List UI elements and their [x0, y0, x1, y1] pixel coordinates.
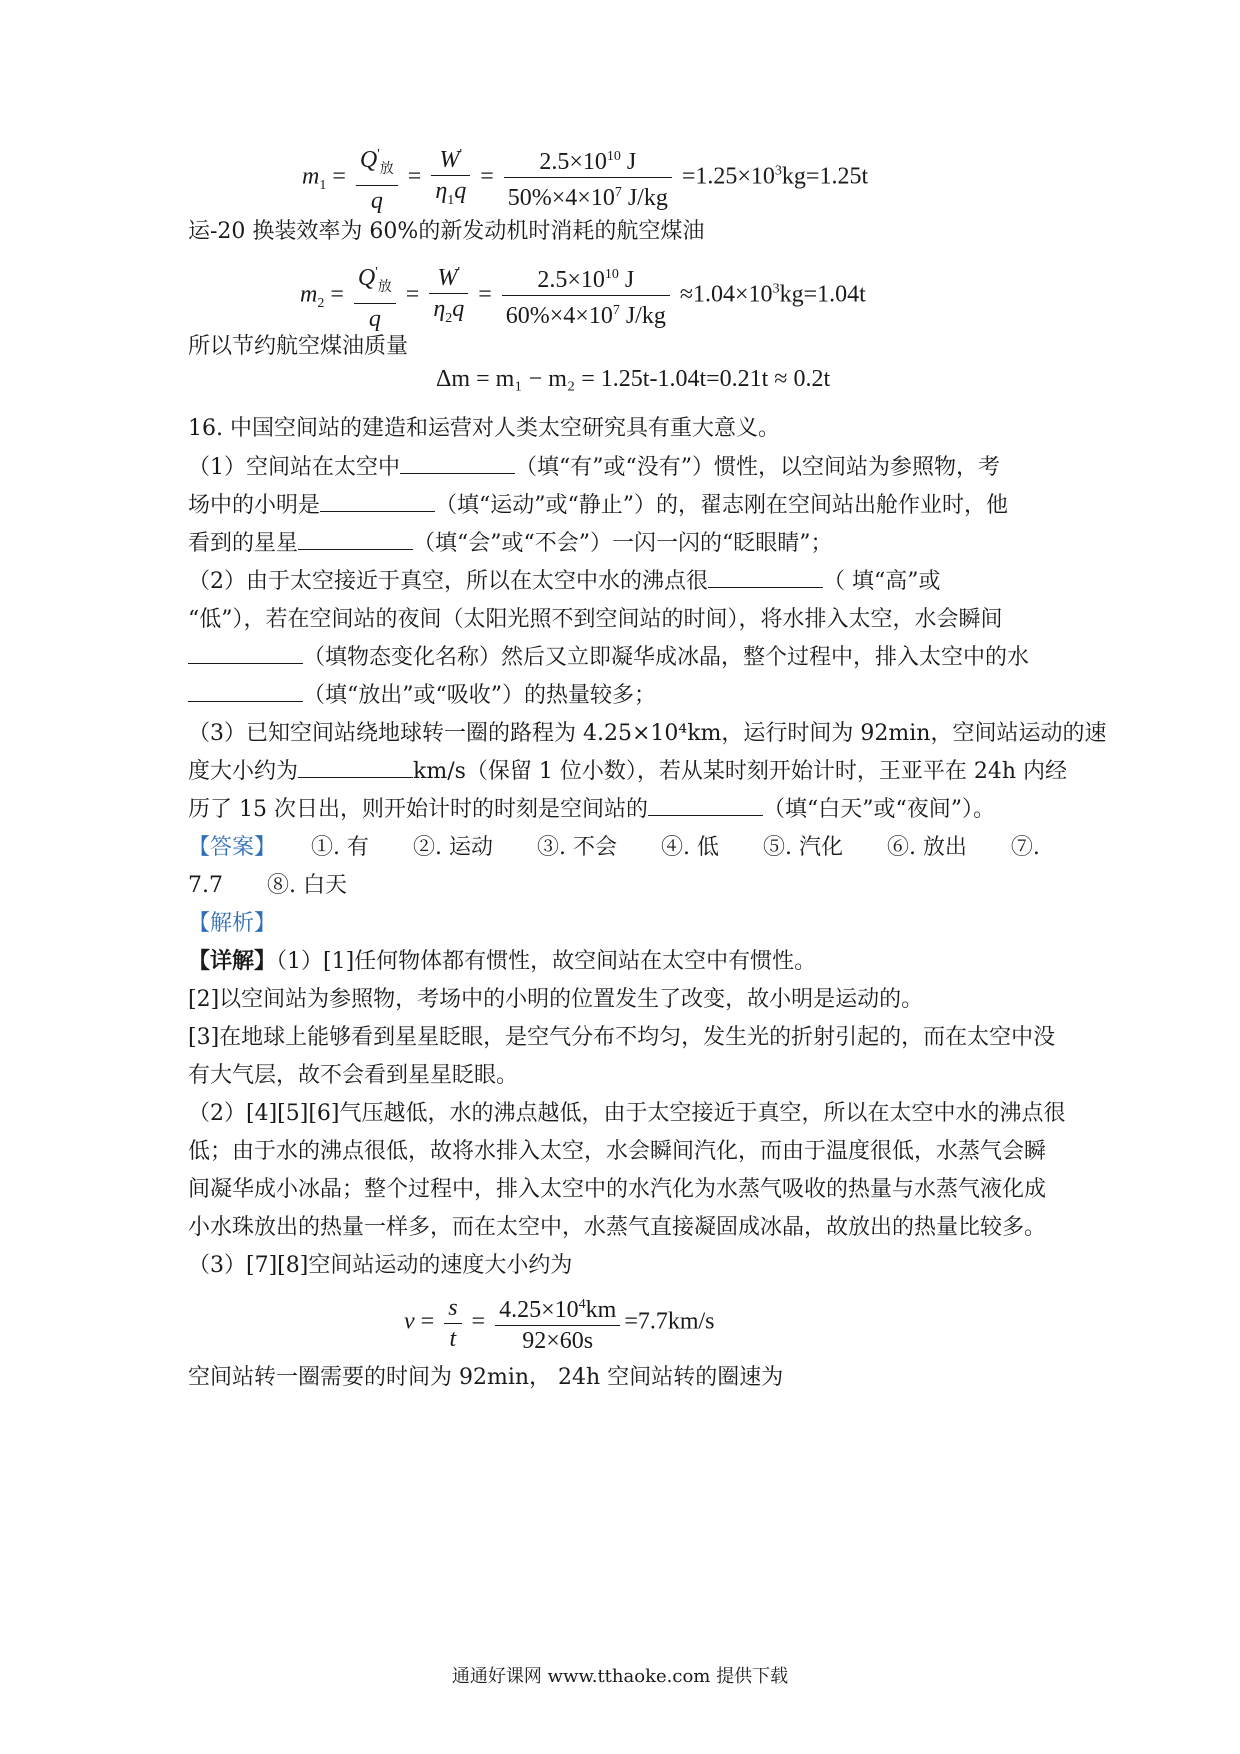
analysis-line: （2）[4][5][6]气压越低，水的沸点越低，由于太空接近于真空，所以在太空中水的沸点很: [188, 1101, 1066, 1126]
text-line: 运-20 换装效率为 60%的新发动机时消耗的航空煤油: [188, 219, 705, 244]
analysis-line: 小水珠放出的热量一样多，而在太空中，水蒸气直接凝固成冰晶，故放出的热量比较多。: [188, 1215, 1047, 1240]
question-line: 看到的星星 （填“会”或“不会”）一闪一闪的“眨眼睛”；: [188, 531, 833, 556]
delta-formula: Δm = m₁ − m₂ = 1.25t-1.04t=0.21t ≈ 0.2t: [436, 366, 831, 392]
answer-tag: 【答案】: [188, 835, 277, 860]
analysis-line: 【详解】（1）[1]任何物体都有惯性，故空间站在太空中有惯性。: [188, 948, 817, 974]
analysis-line: 低；由于水的沸点很低，故将水排入太空，水会瞬间汽化，而由于温度很低，水蒸气会瞬: [188, 1139, 1047, 1164]
answer-line: 7.7 ⑧. 白天: [188, 873, 347, 898]
question-line: （2）由于太空接近于真空，所以在太空中水的沸点很 （ 填“高”或: [188, 569, 941, 594]
analysis-line: [3]在地球上能够看到星星眨眼，是空气分布不均匀，发生光的折射引起的，而在太空中没: [188, 1025, 1056, 1050]
answer-line: 【答案】 ①. 有 ②. 运动 ③. 不会 ④. 低 ⑤. 汽化 ⑥. 放出 ⑦.: [188, 835, 1040, 860]
question-line: （填“放出”或“吸收”）的热量较多；: [188, 674, 1058, 717]
question-stem: 16. 中国空间站的建造和运营对人类太空研究具有重大意义。: [188, 416, 780, 441]
m1-formula: $m_1$ = $\frac{Q'_放}{q}$ = $\frac{W'}{\eta_1q}$ = $\frac{2.5\times 10^{10} J}{50\%\times 4\times 10^7 J/kg}$ $=1.25\times 10^3kg=1.25t$: [302, 140, 868, 216]
answer-blank: [648, 795, 763, 816]
analysis-line: 空间站转一圈需要的时间为 92min， 24h 空间站转的圈速为: [188, 1365, 784, 1390]
analysis-tag: 【解析】: [188, 911, 277, 936]
velocity-formula: v = $\frac{s}{t}$ = $\frac{4.25\times 10^4km}{92\times 60s}$ =7.7km/s: [404, 1290, 715, 1356]
question-line: “低”），若在空间站的夜间（太阳光照不到空间站的时间），将水排入太空，水会瞬间: [188, 607, 1003, 632]
analysis-line: （3）[7][8]空间站运动的速度大小约为: [188, 1253, 573, 1278]
analysis-line: 间凝华成小冰晶；整个过程中，排入太空中的水汽化为水蒸气吸收的热量与水蒸气液化成: [188, 1177, 1047, 1202]
page-footer: 通通好课网 www.tthaoke.com 提供下载: [451, 1666, 789, 1687]
question-line: 场中的小明是 （填“运动”或“静止”）的，翟志刚在空间站出舱作业时，他: [188, 493, 1009, 518]
analysis-line: 有大气层，故不会看到星星眨眼。: [188, 1063, 519, 1088]
question-line: 度大小约为 km/s（保留 1 位小数），若从某时刻开始计时，王亚平在 24h 内经: [188, 759, 1068, 784]
m2-formula: $m_2$ = $\frac{Q'_放}{q}$ = $\frac{W'}{\eta_2q}$ = $\frac{2.5\times 10^{10} J}{60\%\times 4\times 10^7 J/kg}$ $\approx 1.04\times 10^3kg=1.04t$: [300, 258, 866, 334]
answer-blank: [298, 529, 413, 550]
answer-blank: [188, 643, 303, 664]
analysis-line: [2]以空间站为参照物，考场中的小明的位置发生了改变，故小明是运动的。: [188, 987, 924, 1012]
answer-blank: [298, 757, 413, 778]
question-line: （3）已知空间站绕地球转一圈的路程为 4.25×10⁴km，运行时间为 92min，空间站运动的速: [188, 721, 1107, 746]
answer-blank: [400, 453, 515, 474]
question-line: （1）空间站在太空中 （填“有”或“没有”）惯性，以空间站为参照物，考: [188, 455, 1000, 480]
question-line: （填物态变化名称）然后又立即凝华成冰晶，整个过程中，排入太空中的水: [188, 636, 1058, 679]
answer-blank: [708, 567, 823, 588]
answer-blank: [188, 681, 303, 702]
answer-blank: [320, 491, 435, 512]
text-line: 所以节约航空煤油质量: [188, 334, 409, 359]
question-line: 历了 15 次日出，则开始计时的时刻是空间站的 （填“白天”或“夜间”）。: [188, 797, 995, 822]
